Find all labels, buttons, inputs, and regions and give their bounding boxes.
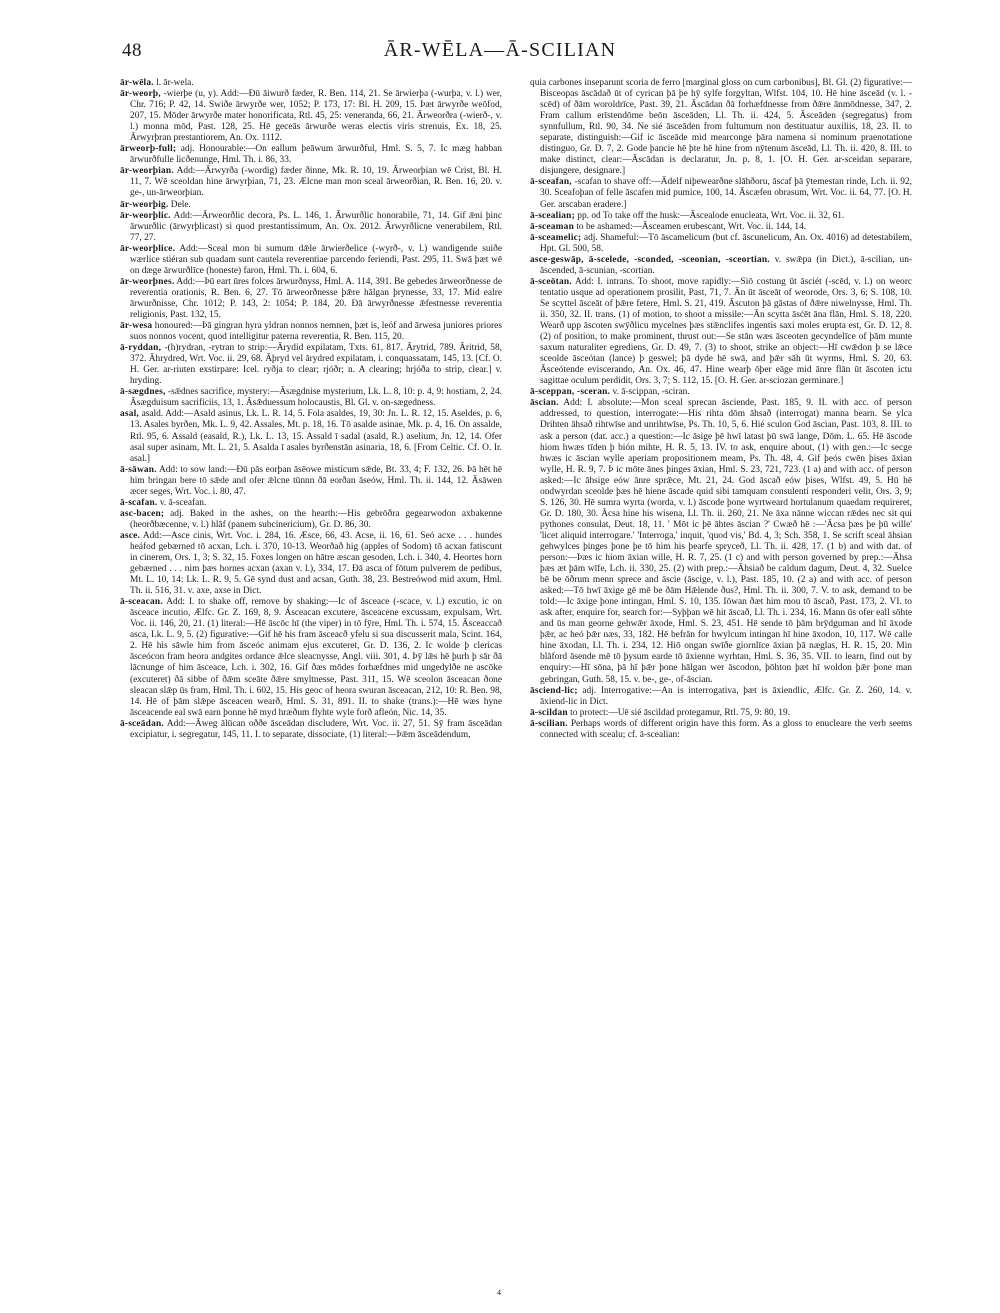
left-column — [120, 78, 502, 1278]
right-column — [530, 78, 912, 1278]
entry-definition: l. ār-wela. — [153, 78, 194, 88]
dictionary-entry — [120, 465, 502, 498]
entry-headword: ār-weorþnes. — [120, 276, 175, 287]
entry-definition: -wierþe (u, y). Add:—Ðū āiwurð fæder, R. Ben. 114, 21. Se ārwierþa (-wurþa, v. l.) wer, Chr. 716; P. 42, 14. Swiðe ārwyrðe wer, 1052; P. 173, 17: Bl. H. 209, 15. Þæt ārwyrðe weōfod, 207, 15. Mōder ārwyrðe mater honorificata, Rtl. 45, 25: veneranda, 66, 21. Ārweorðra (-wierð-, v. l.) monna mōd, Past. 128, 25. Hē geceās ārwurðe weras electis viris strenuis, Ex. 18, 25. Ārwyrþran prestantiorem, An. Ox. 1112. — [130, 89, 502, 144]
dictionary-entry — [120, 277, 502, 321]
dictionary-entry — [120, 531, 502, 597]
dictionary-entry — [530, 222, 912, 233]
dictionary-entry — [120, 89, 502, 144]
entry-definition: v. swǣpa (in Dict.), ā-scilian, un-āscended, ā-scunian, -scortian. — [540, 254, 912, 276]
entry-headword: ār-wēla. — [120, 78, 154, 88]
entry-headword: ā-sceamelic; — [530, 232, 582, 243]
dictionary-entry — [530, 719, 912, 741]
dictionary-entry — [530, 255, 912, 277]
entry-definition: Add: I. to shake off, remove by shaking:—Ic of āsceace (-scace, v. l.) excutio, ic on āsceace incutio, Ælfc. Gr. Z. 169, 8, 9. Ásceacan excutere, āsceacene excussam, expulsam, Wrt. Voc. ii. 146, 20, 21. (1) literal:—Hē āscōc hī (the viper) in tō fȳre, Hml. Th. i. 574, 15. Āsceaccað asca, Lk. L. 9, 5. (2) figurative:—Gif hē his fram āsceacð yfelu si sua discusserit mala, Scint. 164, 2. Hē his sāwle him from āsceóc animam ejus excuteret, Gr. D. 136, 2. Ic wolde þ clericas āsceócon fram heora andgites ordance ǣlce sleacnysse, Angl. viii. 301, 4. Þȳ lǣs hē þurh þ sār ðā lācnunge of him āsceace, Lch. i. 302, 16. Gif ðæs mōdes forhæfdnes mid ungedylðe ne ascōke (excuteret) ðā sibbe of ðǣm sceāte ðǣre smyltnesse, Past. 311, 15. Wē sceolon āsceacan ðone sleacan slǣp ūs fram, Hml. Th. i. 602, 15. His geoc of heora swuran āsceacan, 212, 10: R. Ben. 98, 14. Hē of þām slǣpe āsceacen wearð, Hml. S. 31, 891. II. to shake (trans.):—Hē wæs hyne āsceacende eal swā earn þonne hē myd hræðum flyhte wyle forð afleón, Nic. 14, 35. — [130, 597, 502, 718]
running-head: ĀR-WĒLA—Ā-SCILIAN — [383, 39, 617, 61]
entry-headword: ār-weorþlic. — [120, 210, 171, 221]
entry-definition: -(h)rydran, -rytran to strip:—Ārydid expilatam, Txts. 61, 817. Ārytrid, 789. Āritrid, 58, 372. Āhrydred, Wrt. Voc. ii. 29, 68. Āþryd vel ārydred expilatam, i. conquassatam, 145, 13. [Cf. O. H. Ger. ar-riuten exstirpare: Icel. ryðja to clear; rjóðr; n. A clearing; hrjóða to strip, clear.] v. hryding. — [130, 343, 502, 387]
entry-definition: -scafan to shave off:—Ādelf niþewearðne slāhðoru, āscaf þā ȳtemestan rinde, Lch. ii. 92, 30. Sceafoþan of felle āscafen mid pumice, 100, 14. Āscæfen obrasum, Wrt. Voc. ii. 64, 77. [O. H. Ger. arscaban eradere.] — [540, 177, 912, 210]
entry-headword: ā-sceafan, — [530, 177, 572, 188]
dictionary-entry — [120, 719, 502, 741]
dictionary-entry — [120, 211, 502, 244]
page-footer-mark: 4 — [497, 1288, 501, 1297]
entry-definition: v. ā-scippan, -sciran. — [610, 387, 690, 398]
dictionary-entry — [120, 78, 502, 89]
dictionary-entry — [530, 233, 912, 255]
dictionary-entry — [530, 277, 912, 387]
dictionary-entry — [120, 321, 502, 343]
entry-headword: ā-sāwan. — [120, 464, 157, 475]
entry-headword: ā-scildan — [530, 707, 568, 718]
entry-headword: ā-scafan. — [120, 497, 158, 508]
entry-headword: ā-ryddan, — [120, 343, 162, 354]
dictionary-entry — [120, 509, 502, 531]
entry-headword: ā-sægdnes, — [120, 387, 166, 398]
entry-headword: ā-scealian; — [530, 210, 575, 221]
entry-definition: to be ashamed:—Āsceamen erubescant, Wrt. Voc. ii. 144, 14. — [573, 221, 807, 232]
entry-definition: Perhaps words of different origin have this form. As a gloss to enucleare the verb seems connected with scealu; cf. ā-scealian: — [540, 718, 912, 740]
entry-headword: āsciend-lic; — [530, 685, 578, 696]
dictionary-entry — [120, 166, 502, 199]
entry-headword: ār-weorþ, — [120, 89, 161, 100]
entry-headword: ā-scilian. — [530, 718, 568, 729]
entry-definition: adj. Honourable:—On eallum þeāwum ārwurðful, Hml. S. 5, 7. Ic mæg habban ārwurðfulle licðenunge, Hml. Th. i. 86, 33. — [130, 144, 502, 166]
entry-headword: ā-sceppan, -sceran. — [530, 387, 611, 398]
dictionary-entry — [120, 597, 502, 719]
entry-definition: pp. od To take off the husk:—Āscealode enucleata, Wrt. Voc. ii. 32, 61. — [574, 210, 845, 221]
entry-headword: ā-sceōtan. — [530, 276, 572, 287]
entry-definition: adj. Interrogative:—An is interrogativa, þæt is āxiendlic, Ælfc. Gr. Z. 260, 14. v. āxiend-lic in Dict. — [540, 685, 912, 707]
entry-definition: Add:—Sceal mon bi sumum dǣle ārwierðelice (-wyrð-, v. l.) wandigende suiðe wærlice stiéran sub quadam sunt cautela reverentiae parcendo feriendi, Past. 295, 11. Swā þæt wē on dæge ārwurðlīce (honeste) faron, Hml. Th. i. 604, 6. — [130, 243, 502, 276]
dictionary-entry — [120, 343, 502, 387]
dictionary-entry — [530, 78, 912, 177]
entry-headword: asce-geswāp, ā-scelede, -sconded, -sceonian, -sceortian. — [530, 254, 770, 265]
entry-definition: Add:—Þū eart ūres folces ārwurðnyss, Hml. A. 114, 391. Be gebedes ārweorðnesse de reverentia orationis, R. Ben. 6, 27. Tō ārweorðnesse þǣre hālgan þrynesse, 33, 17. Mid ealre ārwurðnisse, Chr. 1012; P. 143, 2: 1054; P. 184, 20. Ðā ārwyrðnesse ǣfestnesse reverentia religionis, Past. 132, 15. — [130, 276, 502, 320]
entry-definition: quia carbones inseparunt scoria de ferro [marginal gloss on cum carbonibus], Bl. Gl. (2) figurative:—Bisceopas āscādað ūt of cyrican þā þe hȳ sylfe forgyltan, Wlfst. 104, 10. Hē hine āsceād (v. l. -scēd) of ðām woroldrīce, Past. 39, 21. Āscādan ðā forhæfdnesse from ðǣre ānmōdnesse, 347, 2. Fram callum erīstendōme beōn āsceāden, Ll. Th. ii. 424, 5. Āsceāden (segregatus) from synnfullum, Rtl. 90, 34. Ne sié āsceāden from fultumum non destituatur auxiliis, 18, 23. II. to separate, distinguish:—Gif ic āsceāde mid mearconge þāra namena si nominum praenotatione distinguo, Gr. D. 7, 2. Gode þancie hē þte hē hine from nȳtenum āsceād, Ll. Th. ii. 420, 8. III. to make distinct, clear:—Āscādan is declaratur, Jn. p. 8, 1. [O. H. Ger. ar-sceidan separare, disjungere, designare.] — [530, 78, 912, 177]
entry-headword: ār-weorþian. — [120, 166, 174, 177]
entry-definition: Add:—Ārwyrða (-wordig) fæder ðinne, Mk. R. 10, 19. Ārweorþian wē Crist, Bl. H. 11, 7. Wē sceoldan hine ārwyrþian, 71, 23. Ælcne man mon sceal ārweorðian, R. Ben. 16, 20. v. ge-, un-ārweorþian. — [130, 166, 502, 199]
page-number: 48 — [122, 40, 142, 61]
entry-headword: asal, — [120, 409, 139, 420]
entry-definition: Add: I. absolute:—Mon sceal sprecan āsciende, Past. 185, 9. II. with acc. of person addressed, to question, interrogate:—His rihta dōm āhsað (interrogat) manna bearn. Se ylca Drihten āhsað rihtwīse and unrihtwīse, Ps. Th. 10, 5, 6. Hié sculon God āscian, Past. 103, 8. III. to ask a person (dat. acc.) a question:—Ic āsige þē hwī latast þū swā lange, Dōm. L. 65. Hē āscode hiom hwæs tīden þ bión mihte, H. R. 5, 13. IV. to ask, enquire about, (1) with gen.:—Ic secge hwæs ic āscian wylle aperiam propositionem meam, Ps. Th. 48, 4. Gif þeós cwēn þises āxian wylle, H. R. 9, 7. Þ ic mōte ānes þinges āxian, Hml. S. 23, 721, 723. (1 a) and with acc. of person asked:—Ic āhsige eów ānre sprǣce, Mt. 21, 24. God āscað eów þises, Wlfst. 49, 5. Hū hē ondwyrdan sceolde þæs hē hiene āscade quid sibi tamquam consulenti responderi velit, Ors. 3, 9; S. 126, 30. Hē sumra wyrta (worda, v. l.) āscode þone wyrtweard hortulanum quaedam requireret, Gr. D. 180, 30. Ācsa hine his wisena, Ll. Th. ii. 260, 21. Ne āxa nānne wiccan rǣdes nec sit qui pythones consulat, Deut. 18, 11. ' Mōt ic þē āhtes āscian ?' Cwæð hē :—'Ācsa þæs þe þū wille' 'licet aliquid interrogare.' 'Interroga,' inquit, 'quod vis,' Bd. 4, 3; Sch. 358, 1. Se scrift sceal āhsian gehwylces þinges þone þe tō him his þearfe spryceð, Ll. Th. ii. 428, 17. (1 b) and with dat. of person:—Þæs ic hiom āxian wille, H. R. 7, 25. (1 c) and with person governed by prep.:—Āhsa þæs æt þām wīfe, Lch. ii. 330, 25. (2) with prep.:—Āhsiað be caldum dagum, Deut. 4, 32. Suelce bē be ōðrum menn sprece and āscie (āscige, v. l.), Past. 185, 10. (2 a) and with acc. of person asked:—Tō hwī āxige gē mē be ðām Hǣlende ðus?, Hml. Th. ii. 300, 7. V. to ask, demand to be told:—Ic āxige þone intingan, Hml. S. 10, 135. Iōwan ðæt him mou tō āscað, Past. 173, 2. VI. to ask after, enquire for, search for:—Syþþan wē hit āscað, Ll. Th. i. 234, 16. Mann ūs ofer eall sōhte and ūs man georne gehwǣr āxode, Hml. S. 23, 451. Hē sende tō þām brȳdguman and hī āxode þǣr, ac heó þǣr næs, 33, 182. Hē befrān for hwylcum intingan hī hine āxodon, 10, 117. Wē calle hine āxodan, Ll. Th. i. 234, 12. Hiō ongan swīðe giornlīce āxian þā næglas, H. R. 15, 20. Min blāford āsende mē tō þysum earde tō āxienne wyrhtan, Hml. S. 36, 35. VII. to learn, find out by enquiry:—Hī sōna, þā hī þǣr þone hālgan wer āscodon, þōhton þæt hī woldon þǣr þone man gebringan, Guth. 58, 15. v. be-, ge-, of-āscian. — [540, 398, 912, 685]
dictionary-entry — [530, 177, 912, 210]
entry-headword: ā-sceaman — [530, 221, 574, 232]
entry-definition: Dele. — [168, 199, 191, 210]
entry-headword: ā-sceacan. — [120, 597, 163, 608]
dictionary-entry — [530, 686, 912, 708]
dictionary-entry — [530, 211, 912, 222]
entry-headword: ār-weorþig. — [120, 199, 169, 210]
entry-definition: Add:—Āweg ālūcan oððe āsceādan discludere, Wrt. Voc. ii. 27, 51. Sȳ fram āsceādan excipiatur, i. segregatur, 145, 11. I. to separate, dissociate, (1) literal:—Þǣm āsceādendum, — [130, 718, 502, 740]
entry-definition: adj. Baked in the ashes, on the hearth:—His gebrōðra gegearwodon axbakenne (heorðbæcenne, v. l.) hlāf (panem subcinericium), Gr. D. 86, 30. — [130, 508, 502, 530]
entry-definition: honoured:—Þā gingran hyra yldran nonnos nemnen, þæt is, leóf and ārwesa juniores priores suos nonnos vocent, quod intelligitur paterna reverentia, R. Ben. 115, 20. — [130, 321, 502, 343]
dictionary-entry — [120, 387, 502, 409]
entry-headword: ār-weorþlice. — [120, 243, 176, 254]
entry-headword: ār-wesa — [120, 321, 153, 332]
entry-headword: āscian. — [530, 398, 559, 409]
dictionary-entry — [530, 708, 912, 719]
entry-definition: Add:—Ārweorðlic decora, Ps. L. 146, 1. Ārwurðlic honorabile, 71, 14. Gif ǣni þinc ārwurðlic (ārwyrþlicast) si quod prestantissimum, An. Ox. 2012. Ārwyrðlicne venerabilem, Rtl. 77, 27. — [130, 210, 502, 243]
entry-definition: -sǣdnes sacrifice, mystery:—Āsægdnise mysterium, Lk. L. 8, 10: p. 4, 9: hostiam, 2, 24. Āsægduisum sacrificiis, 13, 1. Āsǣduessum holocaustis, Bl. Gl. v. on-sægedness. — [130, 387, 502, 409]
entry-headword: ārweorþ-full; — [120, 144, 177, 155]
entry-definition: Add:—Asce cinis, Wrt. Voc. i. 284, 16. Æsce, 66, 43. Acse, ii. 16, 61. Seó acxe . . . hundes heáfod gebærned tō acxan, Lch. i. 370, 10-13. Weorðað hig (apples of Sodom) tō acxan fatiscunt in cinerem, Ors. 1, 3; S. 32, 15. Foxes longen on hātre æscan gesoden, Lch. i. 340, 4. Heortes horn gebærned . . . nim þæs hornes acxan (axan v. l.), 334, 17. Ðā asca of fōtum pulverem de pedibus, Mt. L. 10, 14: Lk. L. R. 9, 5. Gē synd dust and acsan, Guth. 38, 23. Bestreówod mid axum, Hml. Th. ii. 516, 31. v. axe, axse in Dict. — [130, 530, 502, 597]
entry-headword: asce. — [120, 530, 141, 541]
dictionary-entry — [120, 244, 502, 277]
dictionary-entry — [120, 144, 502, 166]
dictionary-entry — [530, 387, 912, 398]
entry-definition: Add: to sow land:—Ðū pās eorþan āsēowe misticum sǣde, Bt. 33, 4; F. 132, 26. Þā hēt hē him bringan bere tō sǣde and ofer ǣlcne tūnnn ðā eorðan āseów, Hml. Th. ii. 144, 12. Āsāwen æcer seges, Wrt. Voc. i. 80, 47. — [130, 464, 502, 497]
dictionary-entry — [120, 498, 502, 509]
entry-definition: adj. Shameful:—Tō āscamelicum (but cf. āscunelicum, An. Ox. 4016) ad detestabilem, Hpt. Gl. 500, 58. — [540, 232, 912, 254]
entry-definition: asald. Add:—Asald asinus, Lk. L. R. 14, 5. Fola asaldes, 19, 30: Jn. L. R. 12, 15. Aseldes, p. 6, 13. Asales byrðen, Mk. L. 9, 42. Assales, Mt. p. 18, 16. Tō asalde asinae, Mk. p. 4, 16. On assalde, Rtl. 95, 6. Assald (easald, R.), Lk. L. 13, 15. Assald ī sadal (asald, R.) aselium, Jn. 12, 14. Ofer asal super asinam, Mt. L. 21, 5. Asalda ī asales byrðenstān asinaria, 18, 6. [From Celtic. Cf. O. Ir. asal.] — [130, 409, 502, 464]
entry-definition: to protect:—Uē sié āscildad protegamur, Rtl. 75, 9: 80, 19. — [567, 707, 790, 718]
entry-definition: Add: I. intrans. To shoot, move rapidly:—Siō costung ūt āsciét (-scēd, v. l.) on weorc tentatio usque ad operationem prosilit, Past, 71, 7. Ān ūt āsceāt of weorode, Ors. 3, 6; S. 108, 10. Se scyttel āsceāt of þǣre fetere, Hml. S. 21, 419. Āscuton þā gāstas of ðǣre niwelnysse, Hml. Th. ii. 350, 32. II. trans. (1) of motion, to shoot a missile:—Ān scytta āsćēt āna flān, Hml. S. 18, 220. Wearð upp āscoten swȳðlicu mycelnes þæs stǣnclifes ingentis saxi moles erupta est, Gr. D. 12, 8. (2) of position, to make prominent, thrust out:—Se stān wæs āsceoten gecyndelīce of þām munte saxum naturaliter egrediens, Gr. D. 49, 7. (3) to shoot, strike an object:—Hī cwǣdon þ se lǣce sceolde āsceótan (lance) þ geswel; þā dyde hē swā, and þǣr sāh ūt wyrms, Hml. S. 20, 63. Āsceótende eviscerando, An. Ox. 46, 47. Hine wearþ ōþer eāge mid ānre flān ūt āscoten ictu sagittae oculum perdidit, Ors. 3, 7; S. 112, 15. [O. H. Ger. ar-sciozan germinare.] — [540, 276, 912, 387]
entry-headword: asc-bacen; — [120, 508, 165, 519]
dictionary-entry — [120, 409, 502, 464]
dictionary-entry — [120, 200, 502, 211]
entry-headword: ā-sceādan. — [120, 718, 164, 729]
entry-definition: v. ā-sceafan. — [157, 497, 207, 508]
dictionary-entry — [530, 398, 912, 685]
